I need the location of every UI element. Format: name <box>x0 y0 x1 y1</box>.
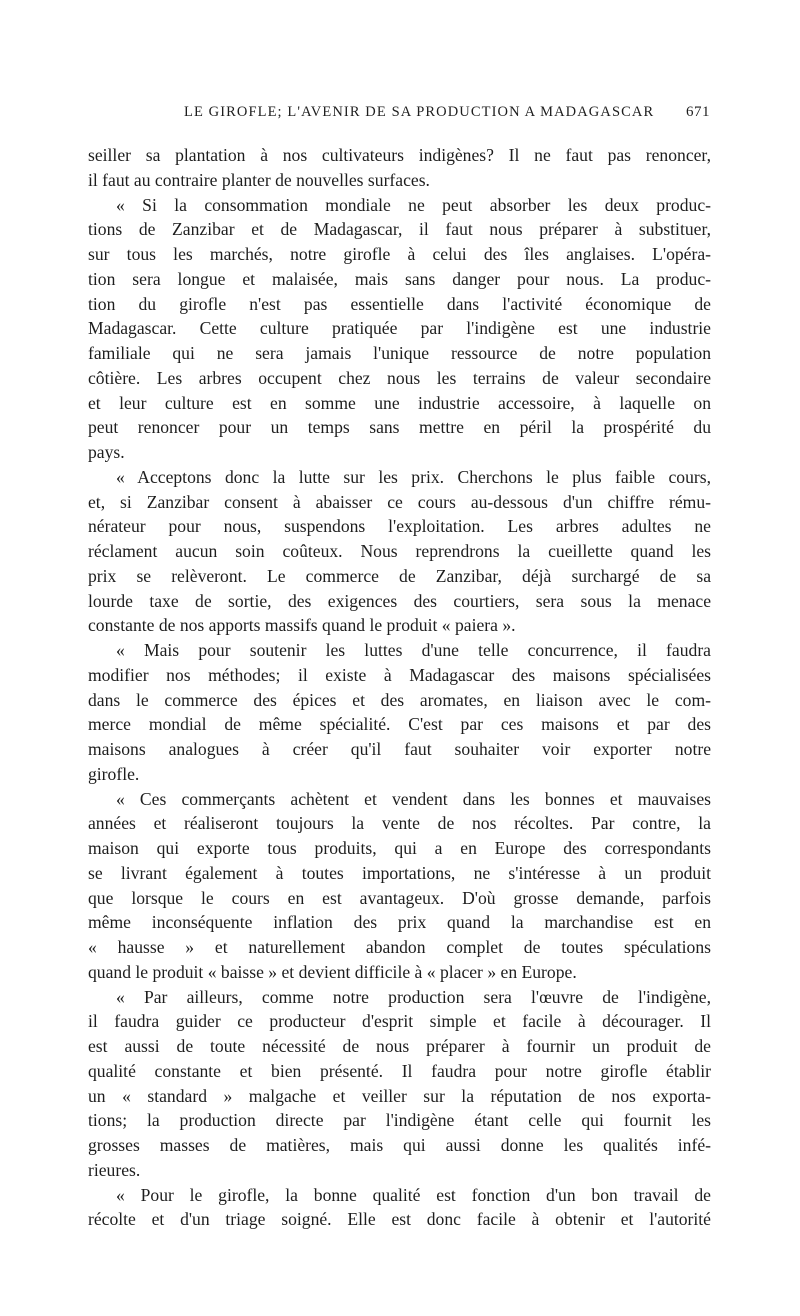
text-line: modifier nos méthodes; il existe à Madagascar des maisons spécialisées <box>88 664 711 685</box>
text-line: prix se relèveront. Le commerce de Zanzibar, déjà surchargé de sa <box>88 565 711 586</box>
text-line: récolte et d'un triage soigné. Elle est donc facile à obtenir et l'autorité <box>88 1209 711 1230</box>
text-line: est aussi de toute nécessité de nous préparer à fournir un produit de <box>88 1036 711 1056</box>
text-line: « Si la consommation mondiale ne peut absorber les deux produc- <box>116 194 711 215</box>
text-line: « Par ailleurs, comme notre production sera l'œuvre de l'indigène, <box>116 986 711 1007</box>
text-line: maison qui exporte tous produits, qui a en Europe des correspondants <box>88 838 711 858</box>
text-line: rieures. <box>88 1159 141 1180</box>
text-line: années et réaliseront toujours la vente de nos récoltes. Par contre, la <box>88 813 711 834</box>
text-line: et, si Zanzibar consent à abaisser ce cours au-dessous d'un chiffre rému- <box>88 491 711 512</box>
text-line: même inconséquente inflation des prix quand la marchandise est en <box>88 912 711 933</box>
text-line: il faut au contraire planter de nouvelles surfaces. <box>88 169 430 190</box>
text-line: qualité constante et bien présenté. Il faudra pour notre girofle établir <box>88 1060 711 1081</box>
text-line: pays. <box>88 442 125 462</box>
text-line: tions; la production directe par l'indigène étant celle qui fournit les <box>88 1110 711 1131</box>
text-line: girofle. <box>88 763 140 784</box>
text-line: dans le commerce des épices et des aromates, en liaison avec le com- <box>88 689 711 710</box>
text-line: grosses masses de matières, mais qui aussi donne les qualités infé- <box>88 1135 711 1155</box>
text-line: quand le produit « baisse » et devient difficile à « placer » en Europe. <box>88 961 577 982</box>
text-line: un « standard » malgache et veiller sur la réputation de nos exporta- <box>88 1085 711 1106</box>
text-line: merce mondial de même spécialité. C'est par ces maisons et par des <box>88 714 711 735</box>
text-line: que lorsque le cours en est avantageux. D'où grosse demande, parfois <box>88 887 711 908</box>
text-line: « Mais pour soutenir les luttes d'une telle concurrence, il faudra <box>116 640 711 660</box>
text-line: tion sera longue et malaisée, mais sans danger pour nous. La produc- <box>88 268 711 289</box>
text-line: et leur culture est en somme une industrie accessoire, à laquelle on <box>88 392 711 413</box>
body-text <box>88 143 711 1232</box>
text-line: « Acceptons donc la lutte sur les prix. Cherchons le plus faible cours, <box>116 466 711 487</box>
running-header <box>88 104 710 126</box>
text-line: lourde taxe de sortie, des exigences des courtiers, sera sous la menace <box>88 590 711 611</box>
text-line: il faudra guider ce producteur d'esprit simple et facile à décourager. Il <box>88 1011 711 1032</box>
text-line: seiller sa plantation à nos cultivateurs indigènes? Il ne faut pas renoncer, <box>88 145 711 165</box>
text-line: maisons analogues à créer qu'il faut souhaiter voir exporter notre <box>88 739 711 759</box>
text-line: « Pour le girofle, la bonne qualité est fonction d'un bon travail de <box>116 1184 711 1205</box>
text-line: peut renoncer pour un temps sans mettre en péril la prospérité du <box>88 417 711 438</box>
text-line: constante de nos apports massifs quand le produit « paiera ». <box>88 615 516 636</box>
text-line: réclament aucun soin coûteux. Nous reprendrons la cueillette quand les <box>88 541 711 561</box>
text-line: côtière. Les arbres occupent chez nous les terrains de valeur secondaire <box>88 367 711 388</box>
text-line: « Ces commerçants achètent et vendent dans les bonnes et mauvaises <box>116 788 711 809</box>
text-line: se livrant également à toutes importations, ne s'intéresse à un produit <box>88 862 711 883</box>
text-line: « hausse » et naturellement abandon complet de toutes spéculations <box>88 937 711 957</box>
text-line: sur tous les marchés, notre girofle à celui des îles anglaises. L'opéra- <box>88 244 711 264</box>
text-line: tions de Zanzibar et de Madagascar, il faut nous préparer à substituer, <box>88 219 711 240</box>
page-number: 671 <box>686 104 710 120</box>
text-line: familiale qui ne sera jamais l'unique ressource de notre population <box>88 343 711 363</box>
text-line: Madagascar. Cette culture pratiquée par l'indigène est une industrie <box>88 318 711 339</box>
text-line: tion du girofle n'est pas essentielle dans l'activité économique de <box>88 293 711 314</box>
running-title: LE GIROFLE; L'AVENIR DE SA PRODUCTION A MADAGASCAR <box>184 104 655 120</box>
text-line: nérateur pour nous, suspendons l'exploitation. Les arbres adultes ne <box>88 516 711 537</box>
